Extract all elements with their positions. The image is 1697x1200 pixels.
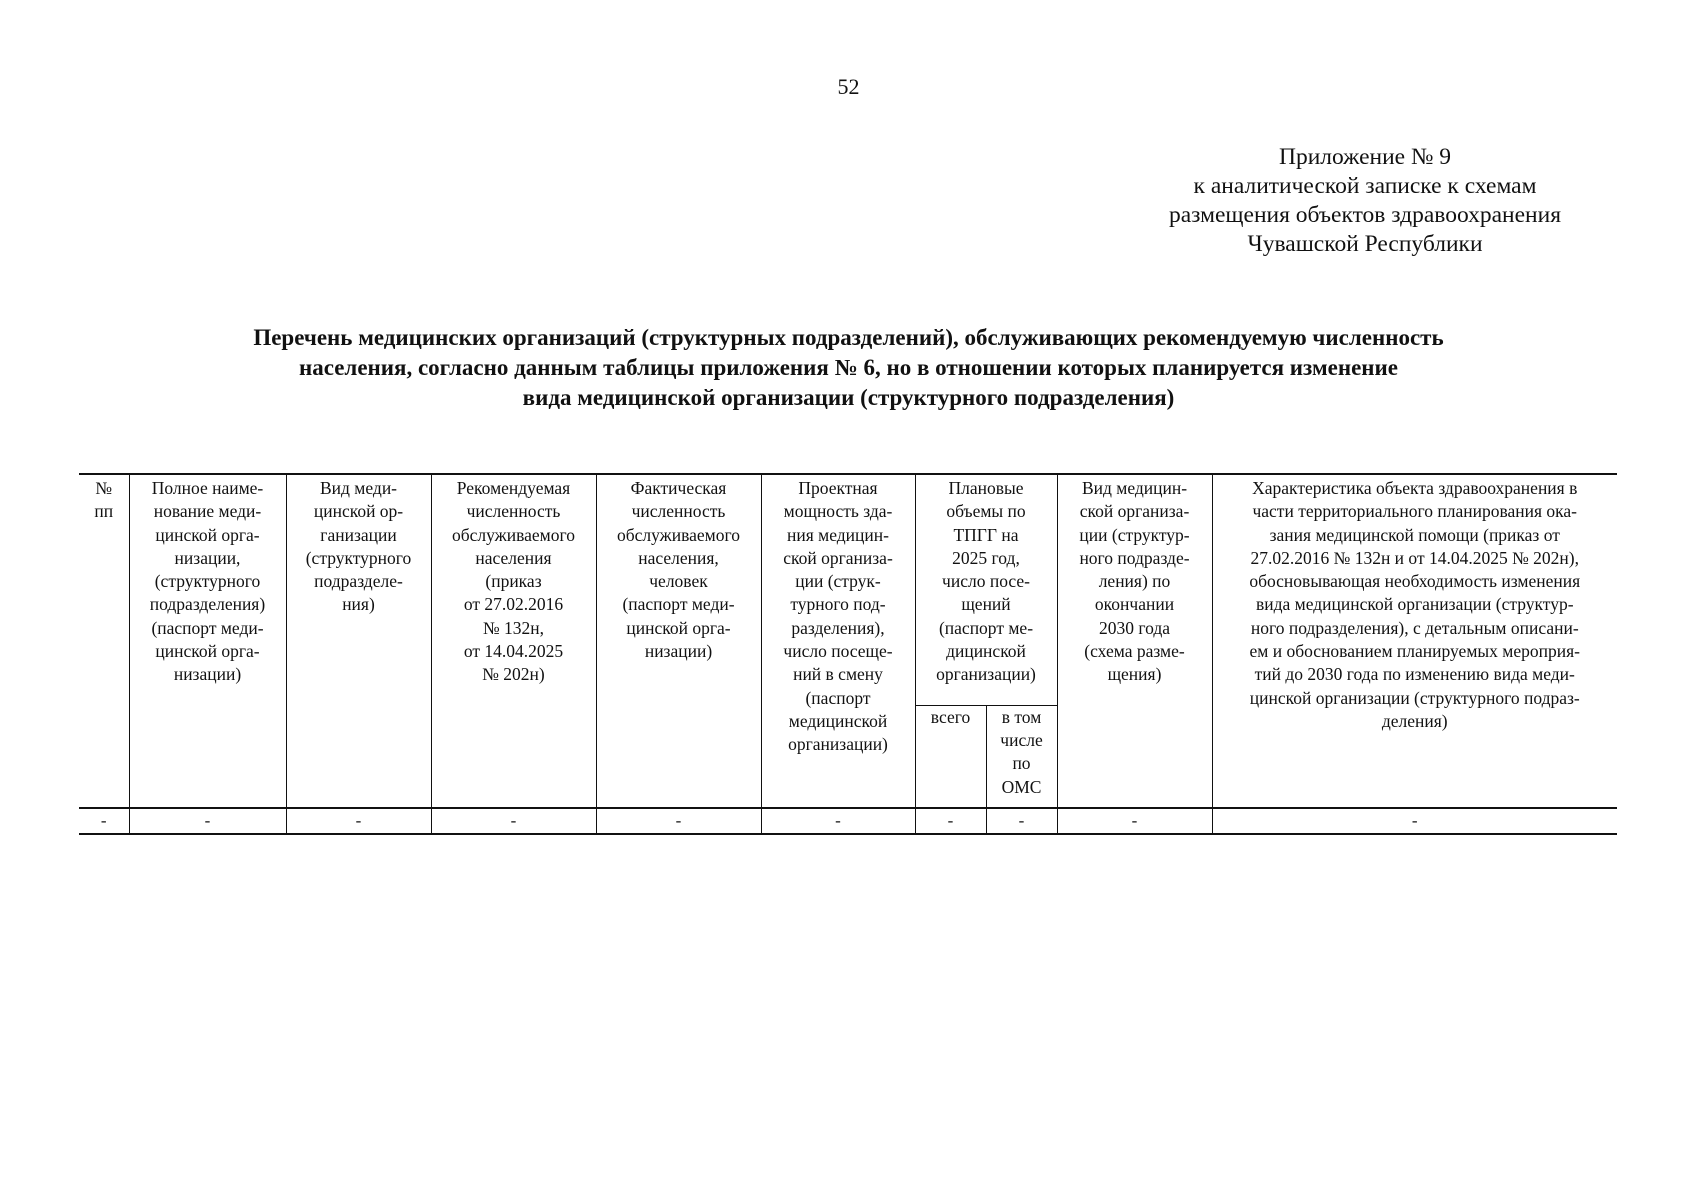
header-line: цинской ор-	[313, 501, 404, 522]
header-line: цинской орга-	[155, 524, 260, 545]
table-cell: -	[79, 808, 129, 834]
appendix-line: к аналитической записке к схемам	[1193, 173, 1537, 199]
header-line: 2030 года	[1098, 617, 1171, 638]
header-line: цинской орга-	[155, 641, 260, 662]
header-line: ления) по	[1098, 571, 1171, 592]
header-line: всего	[930, 706, 971, 727]
header-line: окончании	[1094, 594, 1175, 615]
header-line: Полное наиме-	[151, 478, 264, 498]
table-cell: -	[286, 808, 431, 834]
header-line: (приказ	[485, 571, 542, 592]
header-line: числе	[1000, 730, 1043, 751]
table-cell: -	[915, 808, 986, 834]
header-planned-total	[915, 705, 986, 808]
header-line: Рекомендуемая	[456, 478, 571, 498]
header-line: число посеще-	[783, 641, 893, 662]
appendix-line: Чувашской Республики	[1247, 231, 1483, 257]
header-line: мощность зда-	[783, 501, 893, 522]
table-cell: -	[761, 808, 915, 834]
header-org-type	[286, 474, 431, 808]
header-line: ем и обоснованием планируемых мероприя-	[1249, 641, 1580, 662]
table-cell: -	[596, 808, 761, 834]
header-line: численность	[466, 501, 561, 522]
appendix-line: Приложение № 9	[1278, 144, 1452, 170]
header-line: организации)	[788, 734, 888, 755]
header-line: медицинской	[788, 710, 888, 731]
header-full-name	[129, 474, 286, 808]
header-line: вида медицинской организации (структур-	[1255, 594, 1574, 615]
header-actual-population	[596, 474, 761, 808]
header-line: Вид медицин-	[1081, 478, 1188, 498]
header-line: дицинской	[946, 641, 1026, 662]
header-line: (структурного	[305, 547, 412, 568]
header-line: разделения),	[791, 617, 885, 638]
header-recommended-population	[431, 474, 596, 808]
header-line: по	[1012, 753, 1031, 774]
header-line: обслуживаемого	[616, 524, 740, 545]
header-line: ний в смену	[793, 664, 883, 685]
header-number	[79, 474, 129, 808]
header-line: деления)	[1381, 710, 1448, 731]
header-line: нование меди-	[153, 501, 262, 522]
header-line: от 14.04.2025	[463, 641, 564, 662]
header-line: (паспорт меди-	[622, 594, 735, 615]
header-line: пп	[94, 501, 114, 522]
header-line: (паспорт меди-	[151, 617, 264, 638]
header-line: подразделения)	[149, 594, 266, 615]
table-cell: -	[1057, 808, 1212, 834]
header-org-type-2030	[1057, 474, 1212, 808]
header-line: 27.02.2016 № 132н и от 14.04.2025 № 202н),	[1250, 547, 1579, 568]
header-line: щения)	[1107, 664, 1162, 685]
header-line: (структурного	[154, 571, 261, 592]
appendix-header	[1120, 143, 1610, 259]
header-line: человек	[649, 571, 708, 592]
header-line: Фактическая	[630, 478, 727, 498]
appendix-line: размещения объектов здравоохранения	[1168, 202, 1562, 228]
title-line: вида медицинской организации (структурного подразделения)	[522, 385, 1175, 410]
table-row	[79, 808, 1617, 834]
header-line: ОМС	[1001, 776, 1042, 797]
header-line: (паспорт ме-	[938, 617, 1034, 638]
header-line: № 132н,	[482, 617, 545, 638]
header-line: число посе-	[942, 571, 1030, 592]
header-design-capacity	[761, 474, 915, 808]
header-line: щений	[961, 594, 1011, 615]
table-cell: -	[129, 808, 286, 834]
header-line: тий до 2030 года по изменению вида меди-	[1254, 664, 1575, 685]
header-line: части территориального планирования ока-	[1252, 501, 1578, 522]
header-line: населения	[475, 547, 552, 568]
header-line: подразделе-	[314, 571, 403, 592]
header-line: низации)	[644, 641, 713, 662]
header-characteristics	[1212, 474, 1617, 808]
header-line: низации)	[173, 664, 242, 685]
header-line: зания медицинской помощи (приказ от	[1269, 524, 1560, 545]
header-line: ции (струк-	[795, 571, 881, 592]
organizations-table	[79, 473, 1617, 835]
header-line: в том	[1001, 706, 1042, 727]
header-line: обслуживаемого	[451, 524, 575, 545]
header-line: численность	[631, 501, 726, 522]
header-line: ции (структур-	[1079, 524, 1190, 545]
header-line: ганизации	[320, 524, 397, 545]
header-line: ного подразделения), с детальным описани-	[1250, 617, 1579, 638]
header-line: Проектная	[798, 478, 878, 498]
header-line: организации)	[936, 664, 1036, 685]
header-line: № 202н)	[482, 664, 545, 685]
header-line: 2025 год,	[952, 547, 1020, 568]
header-planned-volumes	[915, 474, 1057, 705]
header-line: (схема разме-	[1084, 641, 1185, 662]
table-cell: -	[431, 808, 596, 834]
table-cell: -	[986, 808, 1057, 834]
document-title	[0, 323, 1697, 413]
header-line: Вид меди-	[319, 478, 398, 498]
page-number: 52	[837, 74, 860, 99]
header-line: ного подразде-	[1079, 547, 1190, 568]
header-line: населения,	[638, 547, 719, 568]
header-line: ской организа-	[1079, 501, 1190, 522]
header-line: Плановые	[948, 478, 1024, 498]
header-line: ской организа-	[783, 547, 893, 568]
header-line: №	[95, 478, 113, 498]
header-line: ния)	[342, 594, 375, 615]
title-line: Перечень медицинских организаций (структурных подразделений), обслуживающих рекомендуемую численность	[253, 325, 1444, 350]
header-planned-oms	[986, 705, 1057, 808]
header-line: (паспорт	[805, 687, 871, 708]
header-line: ния медицин-	[787, 524, 889, 545]
header-line: низации,	[174, 547, 241, 568]
header-line: от 27.02.2016	[463, 594, 564, 615]
title-line: населения, согласно данным таблицы приложения № 6, но в отношении которых планируется изменение	[298, 355, 1399, 380]
header-line: обосновывающая необходимость изменения	[1249, 571, 1581, 592]
header-line: объемы по	[946, 501, 1026, 522]
header-line: турного под-	[790, 594, 886, 615]
header-line: ТПГГ на	[953, 524, 1019, 545]
table-cell: -	[1212, 808, 1617, 834]
header-line: цинской организации (структурного подраз-	[1249, 687, 1580, 708]
header-line: цинской орга-	[626, 617, 731, 638]
header-line: Характеристика объекта здравоохранения в	[1252, 478, 1578, 498]
